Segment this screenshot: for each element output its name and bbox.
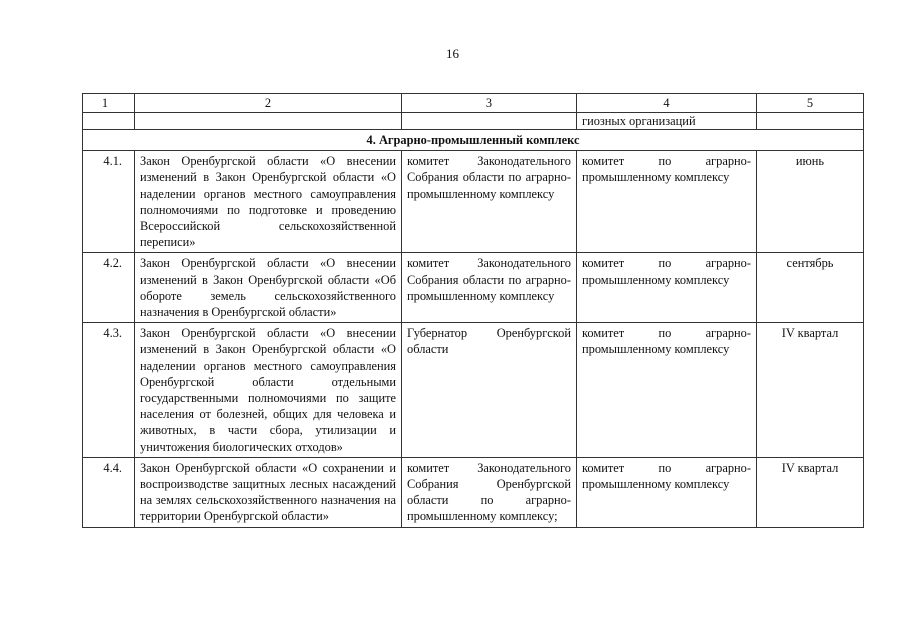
column-header-1: 1 bbox=[83, 94, 135, 113]
plan-table bbox=[82, 93, 864, 528]
continuation-cell-empty bbox=[402, 113, 577, 130]
section-row bbox=[83, 130, 864, 151]
row-number: 4.3. bbox=[83, 323, 135, 458]
continuation-row bbox=[83, 113, 864, 130]
column-header-3: 3 bbox=[402, 94, 577, 113]
committee: комитет по аграрно-промышленному комплексу bbox=[577, 151, 757, 253]
table-row bbox=[83, 457, 864, 527]
row-number: 4.4. bbox=[83, 457, 135, 527]
table-row bbox=[83, 253, 864, 323]
law-title: Закон Оренбургской области «О сохранении и воспроизводстве защитных лесных насаждений на землях сельскохозяйственного назначения на территории Оренбургской области» bbox=[135, 457, 402, 527]
law-title: Закон Оренбургской области «О внесении изменений в Закон Оренбургской области «О наделении органов местного самоуправления полномочиями по подготовке и проведению Всероссийской сельскохозяйственной переписи» bbox=[135, 151, 402, 253]
committee: комитет по аграрно-промышленному комплексу bbox=[577, 253, 757, 323]
column-header-4: 4 bbox=[577, 94, 757, 113]
table-row bbox=[83, 151, 864, 253]
responsible-body: Губернатор Оренбургской области bbox=[402, 323, 577, 458]
continuation-cell-empty bbox=[135, 113, 402, 130]
column-header-5: 5 bbox=[757, 94, 864, 113]
term: июнь bbox=[757, 151, 864, 253]
law-title: Закон Оренбургской области «О внесении изменений в Закон Оренбургской области «О наделении органов местного самоуправления Оренбургской области отдельными государственными полномочиями по защите населения от болезней, общих для человека и животных, в части сбора, утилизации и уничтожения биологических отходов» bbox=[135, 323, 402, 458]
committee: комитет по аграрно-промышленному комплексу bbox=[577, 323, 757, 458]
continuation-cell-empty bbox=[83, 113, 135, 130]
row-number: 4.2. bbox=[83, 253, 135, 323]
page-number: 16 bbox=[446, 46, 459, 61]
law-title: Закон Оренбургской области «О внесении изменений в Закон Оренбургской области «Об обороте земель сельскохозяйственного назначения в Оренбургской области» bbox=[135, 253, 402, 323]
responsible-body: комитет Законодательного Собрания Оренбургской области по аграрно-промышленному комплексу; bbox=[402, 457, 577, 527]
column-header-2: 2 bbox=[135, 94, 402, 113]
committee: комитет по аграрно-промышленному комплексу bbox=[577, 457, 757, 527]
column-header-row bbox=[83, 94, 864, 113]
table-row bbox=[83, 323, 864, 458]
term: IV квартал bbox=[757, 323, 864, 458]
responsible-body: комитет Законодательного Собрания области по аграрно-промышленному комплексу bbox=[402, 253, 577, 323]
term: сентябрь bbox=[757, 253, 864, 323]
continuation-text: гиозных организаций bbox=[577, 113, 757, 130]
row-number: 4.1. bbox=[83, 151, 135, 253]
continuation-cell-empty bbox=[757, 113, 864, 130]
term: IV квартал bbox=[757, 457, 864, 527]
section-title: 4. Аграрно-промышленный комплекс bbox=[83, 130, 864, 151]
responsible-body: комитет Законодательного Собрания области по аграрно-промышленному комплексу bbox=[402, 151, 577, 253]
